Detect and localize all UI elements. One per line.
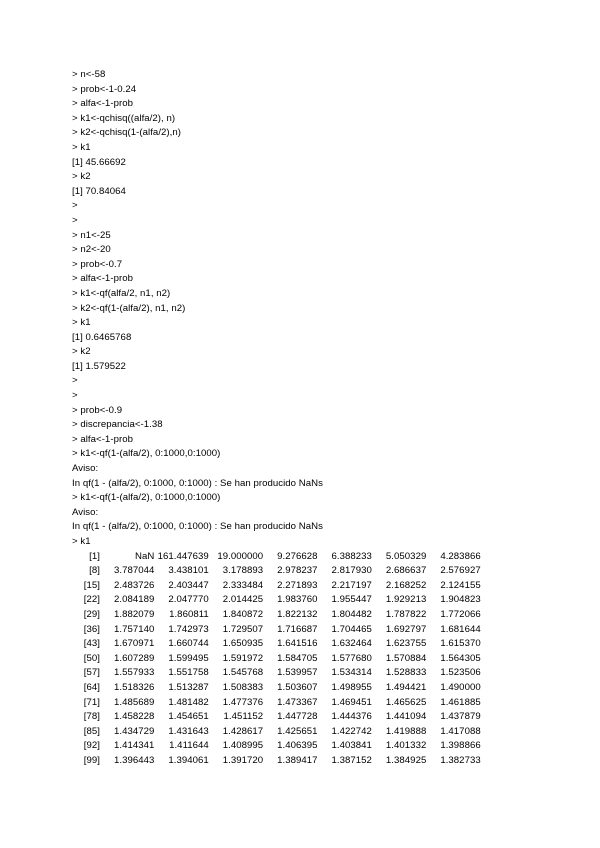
console-line: > k1<-qf(1-(alfa/2), 0:1000,0:1000) [72,492,221,504]
output-value: 1.384925 [385,754,427,766]
output-value: 1.860811 [169,608,209,620]
console-line: > discrepancia<-1.38 [72,419,163,431]
console-line: > n1<-25 [72,229,111,241]
output-row-index: [50] [83,652,100,664]
console-line: [1] 1.579522 [72,360,126,372]
output-row-index: [29] [83,608,100,620]
output-row [72,564,481,579]
output-row-index: [1] [89,550,100,562]
output-value: 1.465625 [385,696,427,708]
output-value: 2.168252 [385,579,427,591]
output-value: 1.447728 [277,711,318,723]
output-value: 1.599495 [168,652,209,664]
output-value: 2.271893 [277,579,318,591]
output-value: 1.411644 [169,740,209,752]
output-value: 1.545768 [222,667,264,679]
output-row [72,754,481,769]
output-value: 1.396443 [113,754,155,766]
output-row [72,579,481,594]
output-value: 2.217197 [331,579,372,591]
output-value: 1.490000 [440,681,481,693]
output-value: 2.576927 [440,565,481,577]
output-value: 1.660744 [168,638,209,650]
output-value: 1.523506 [440,667,481,679]
output-value: 1.551758 [168,667,209,679]
output-value: 1.641516 [277,638,318,650]
output-value: 3.787044 [113,565,155,577]
output-value: 3.438101 [168,565,209,577]
output-value: 1.692797 [385,623,427,635]
output-value: 4.283866 [440,550,481,562]
output-value: 1.437879 [440,711,481,723]
output-row-index: [43] [83,638,100,650]
output-value: 1.584705 [277,652,318,664]
output-value: 1.704465 [331,623,372,635]
output-value: 1.772066 [440,608,481,620]
output-value: 1.632464 [331,638,372,650]
console-line: > [72,390,78,402]
output-value: 1.742973 [168,623,209,635]
output-row [72,739,481,754]
output-value: 1.434729 [113,725,155,737]
output-value: 1.513287 [168,681,209,693]
output-value: 1.391720 [222,754,264,766]
output-value: 1.955447 [331,594,372,606]
output-value: 1.804482 [331,608,372,620]
output-row-index: [57] [83,667,100,679]
output-value: 1.498955 [331,681,372,693]
output-value: 1.414341 [113,740,155,752]
output-row-index: [15] [83,579,100,591]
output-row [72,710,481,725]
output-value: 1.729507 [222,623,264,635]
output-row [72,593,481,608]
output-value: 1.607289 [113,652,155,664]
output-row [72,652,481,667]
console-line: > k1<-qchisq((alfa/2), n) [72,112,176,124]
output-row-index: [8] [89,565,100,577]
output-row [72,696,481,711]
output-row-index: [22] [83,594,100,606]
output-value: 1.882079 [113,608,155,620]
output-row [72,608,481,623]
output-value: 1.485689 [113,696,155,708]
console-line: > k1 [72,141,91,153]
output-value: 1.508383 [222,681,264,693]
output-value: 1.615370 [440,638,481,650]
output-row [72,725,481,740]
output-value: 1.444376 [331,711,372,723]
output-value: 1.458228 [113,711,155,723]
output-value: 1.534314 [331,667,372,679]
output-value: 19.000000 [217,550,264,562]
output-row-index: [78] [83,711,100,723]
output-value: 1.403841 [331,740,372,752]
output-value: 2.084189 [113,594,155,606]
output-value: 2.978237 [277,565,318,577]
k1-output-table [72,550,481,769]
output-value: 1.822132 [277,608,318,620]
output-value: 1.983760 [277,594,318,606]
output-value: 1.904823 [440,594,481,606]
console-line: > k2 [72,346,91,358]
console-line: Aviso: [72,463,99,475]
output-value: 1.431643 [168,725,209,737]
output-value: 1.591972 [222,652,264,664]
output-value: 2.483726 [113,579,155,591]
console-line: In qf(1 - (alfa/2), 0:1000, 0:1000) : Se han producido NaNs [72,477,323,489]
output-value: 2.124155 [440,579,481,591]
console-line: > alfa<-1-prob [72,433,133,445]
output-value: 1.670971 [113,638,155,650]
output-row-index: [99] [83,754,100,766]
output-row-index: [71] [83,696,100,708]
output-value: 1.650935 [222,638,264,650]
output-value: 1.382733 [440,754,481,766]
output-value: 1.428617 [222,725,264,737]
output-value: 1.454651 [168,711,209,723]
console-line: > [72,375,78,387]
output-row-index: [36] [83,623,100,635]
output-row [72,623,481,638]
output-value: 1.577680 [331,652,372,664]
output-value: 1.681644 [440,623,481,635]
console-line: > prob<-0.9 [72,404,123,416]
console-line: > k1<-qf(alfa/2, n1, n2) [72,287,171,299]
output-value: 1.441094 [385,711,427,723]
console-line: > prob<-0.7 [72,258,123,270]
output-row [72,550,481,565]
console-line: [1] 70.84064 [72,185,126,197]
output-value: 1.623755 [385,638,427,650]
console-line: > k1<-qf(1-(alfa/2), 0:1000,0:1000) [72,448,221,460]
console-line: > k1 [72,536,91,547]
output-value: 1.473367 [277,696,318,708]
output-value: 1.564305 [440,652,481,664]
output-value: 1.840872 [222,608,264,620]
output-value: 1.477376 [222,696,264,708]
output-value: 161.447639 [157,550,209,562]
output-row-index: [64] [83,681,100,693]
console-line: [1] 0.6465768 [72,331,132,343]
console-line: > k1 [72,317,91,329]
output-value: 1.557933 [113,667,155,679]
output-value: 1.389417 [277,754,318,766]
output-value: 1.419888 [385,725,427,737]
console-line: Aviso: [72,506,99,518]
output-value: 1.417088 [440,725,481,737]
output-value: 1.461885 [440,696,481,708]
output-value: 1.528833 [385,667,427,679]
output-value: 1.494421 [385,681,427,693]
output-value: NaN [135,550,155,562]
output-row-index: [85] [83,725,100,737]
console-line: > [72,200,78,212]
output-value: 9.276628 [277,550,318,562]
output-value: 1.394061 [168,754,209,766]
console-line: > n2<-20 [72,244,111,256]
output-value: 2.403447 [168,579,209,591]
output-value: 1.757140 [113,623,155,635]
output-value: 1.422742 [331,725,372,737]
output-value: 1.481482 [168,696,209,708]
console-line: > alfa<-1-prob [72,98,133,110]
output-value: 2.333484 [222,579,264,591]
output-value: 1.401332 [385,740,427,752]
output-value: 2.817930 [331,565,372,577]
output-row-index: [92] [83,740,100,752]
output-row [72,681,481,696]
output-value: 2.686637 [385,565,427,577]
output-value: 1.469451 [331,696,372,708]
output-value: 1.387152 [331,754,372,766]
output-value: 1.518326 [113,681,155,693]
console-line: > k2<-qchisq(1-(alfa/2),n) [72,127,182,139]
output-value: 1.503607 [277,681,318,693]
output-value: 1.398866 [440,740,481,752]
output-value: 6.388233 [331,550,372,562]
output-value: 2.014425 [222,594,264,606]
output-value: 1.539957 [277,667,318,679]
output-value: 1.929213 [385,594,427,606]
console-line: > k2<-qf(1-(alfa/2), n1, n2) [72,302,186,314]
console-line: > k2 [72,171,91,183]
output-row [72,637,481,652]
console-line: > alfa<-1-prob [72,273,133,285]
output-value: 1.716687 [277,623,318,635]
output-value: 1.408995 [222,740,264,752]
console-line: In qf(1 - (alfa/2), 0:1000, 0:1000) : Se han producido NaNs [72,521,323,533]
output-value: 3.178893 [222,565,264,577]
output-value: 2.047770 [168,594,209,606]
output-value: 1.451152 [223,711,264,723]
console-line: > n<-58 [72,69,106,80]
output-row [72,666,481,681]
console-line: [1] 45.66692 [72,156,126,168]
output-value: 1.570884 [385,652,427,664]
output-value: 5.050329 [385,550,427,562]
console-line: > [72,214,78,226]
output-value: 1.406395 [277,740,318,752]
console-line: > prob<-1-0.24 [72,83,137,95]
output-value: 1.425651 [277,725,318,737]
output-value: 1.787822 [385,608,427,620]
r-console-output [72,68,481,769]
